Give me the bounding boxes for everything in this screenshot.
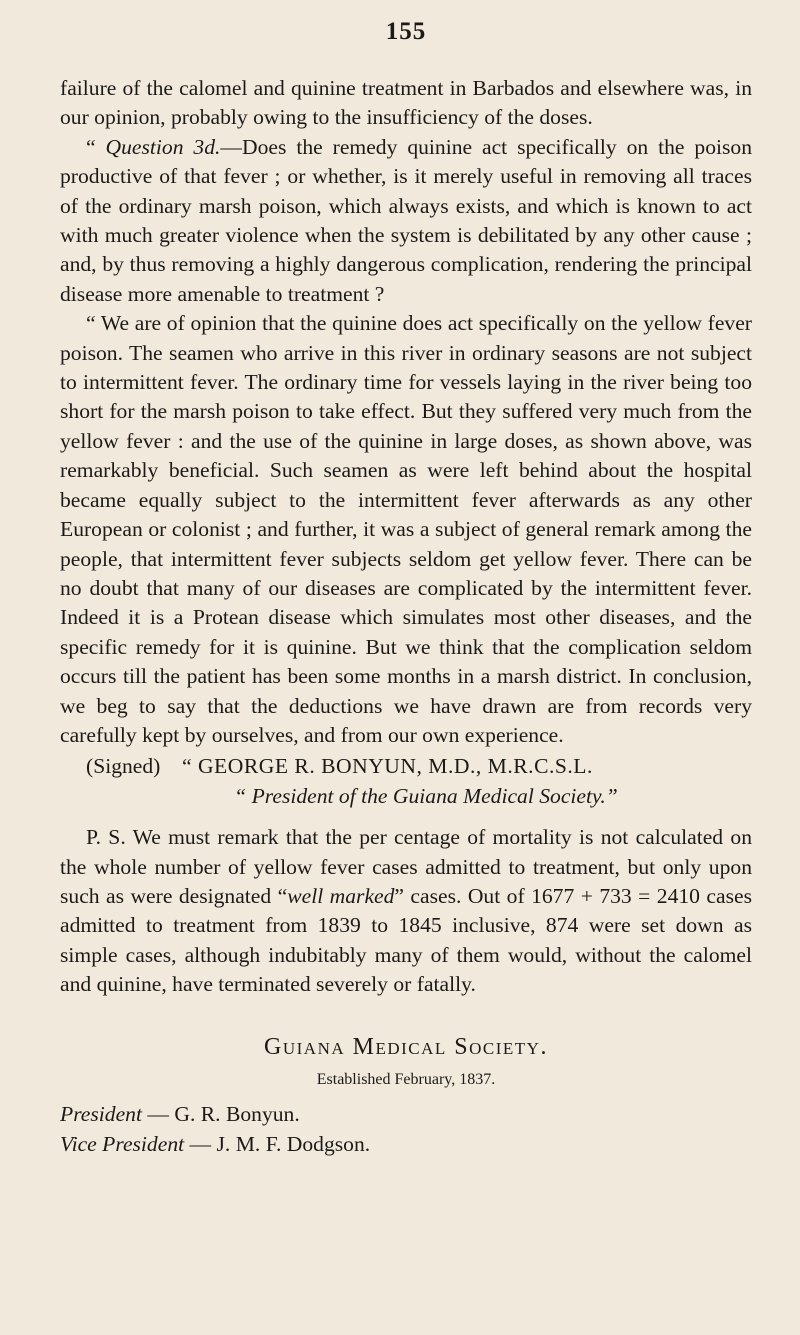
open-quote: “ (86, 134, 106, 159)
society-heading: Guiana Medical Society. (264, 1033, 548, 1060)
question-text: —Does the remedy quinine act specifically on the poison productive of that fever ; or whether, is it merely useful in removing all traces of the ordinary marsh poison, which always exists, and which is known to act with much greater violence when the system is debilitated by any other cause ; and, by thus removing a highly dangerous complication, rendering the principal disease more amenable to treatment ? (60, 134, 752, 306)
vice-president-label: Vice President (60, 1131, 185, 1156)
postscript (60, 823, 752, 999)
signer-name: “ GEORGE R. BONYUN, M.D., M.R.C.S.L. (181, 754, 593, 779)
postscript-emphasis: well marked (287, 883, 395, 908)
signer-title: “ President of the Guiana Medical Society.” (234, 783, 618, 808)
paragraph-question (60, 133, 752, 309)
postscript-after: ” cases. Out of 1677 + 733 = 2410 cases admitted to treatment from 1839 to 1845 inclusive, 874 were set down as simple cases, although indubitably many of them would, without the calomel and quinine, have terminated severely or fatally. (60, 883, 752, 997)
officers-list (60, 1099, 752, 1159)
page-number: 155 (385, 18, 427, 45)
president-name: — G. R. Bonyun. (141, 1101, 300, 1126)
paragraph-answer: “ We are of opinion that the quinine does act specifically on the yellow fever poison. The seamen who arrive in this river in ordinary seasons are not subject to intermittent fever. The ordinary time for vessels laying in the river being too short for the marsh poison to take effect. But they suffered very much from the yellow fever : and the use of the quinine in large doses, as shown above, was remarkably beneficial. Such seamen as were left behind about the hospital became equally subject to the intermittent fever afterwards as any other European or colonist ; and further, it was a subject of general remark among the people, that intermittent fever subjects seldom get yellow fever. There can be no doubt that many of our diseases are complicated by the intermittent fever. Indeed it is a Protean disease which simulates most other diseases, and the specific remedy for it is quinine. But we think that the complication seldom occurs till the patient has been some months in a marsh district. In conclusion, we beg to say that the deductions we have drawn are from records very carefully kept by ourselves, and from our own experience. (60, 311, 752, 747)
president-line (60, 1099, 752, 1129)
question-label: Question 3d. (105, 134, 221, 159)
body-text (60, 74, 752, 1000)
established-date: Established February, 1837. (316, 1070, 496, 1088)
signature-line (60, 752, 752, 781)
vice-president-name: — J. M. F. Dodgson. (184, 1131, 371, 1156)
paragraph-continuation: failure of the calomel and quinine treatment in Barbados and elsewhere was, in our opinion, probably owing to the insufficiency of the doses. (60, 76, 752, 130)
postscript-before: P. S. We must remark that the per centage of mortality is not calculated on the whole number of yellow fever cases admitted to treatment, but only upon such as were designated “ (60, 825, 752, 908)
vice-president-line (60, 1129, 752, 1159)
signed-label: (Signed) (86, 754, 161, 779)
president-label: President (60, 1101, 142, 1126)
